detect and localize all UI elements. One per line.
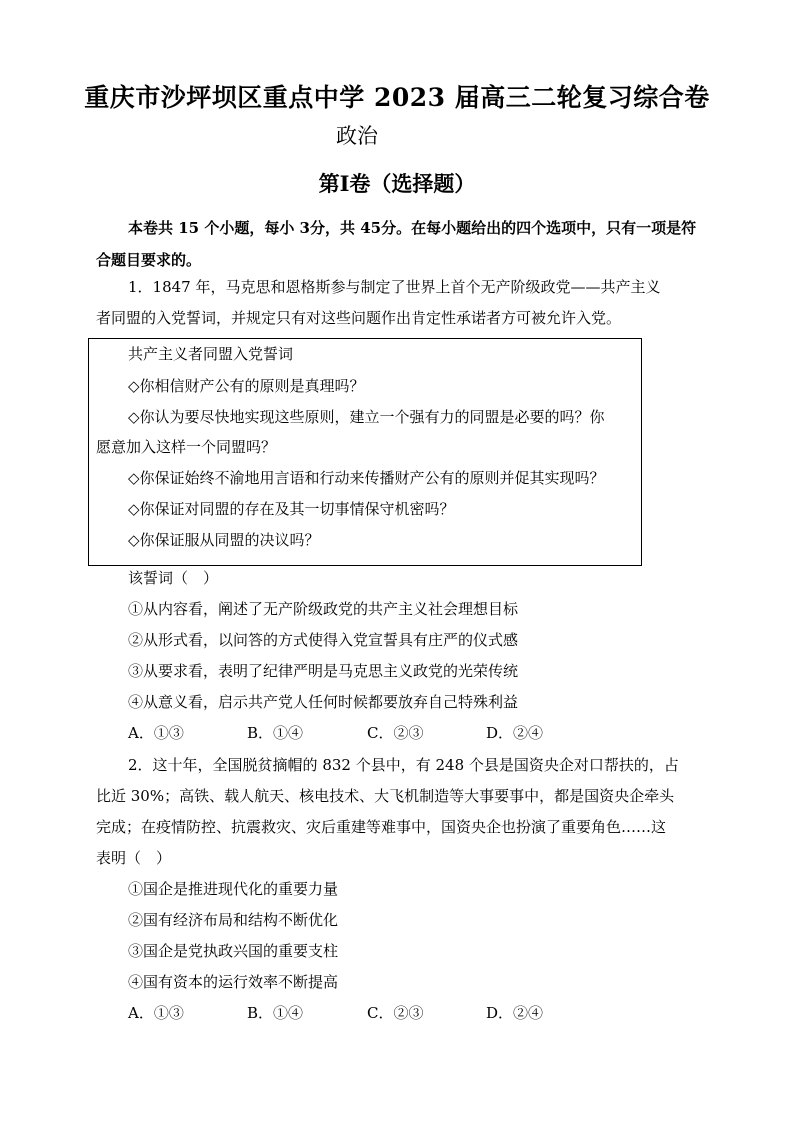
q1-item-2: ②从形式看，以问答的方式使得入党宣誓具有庄严的仪式感 bbox=[128, 631, 519, 649]
q1-stem-line-2: 者同盟的入党誓词，并规定只有对这些问题作出肯定性承诺者方可被允许入党。 bbox=[96, 309, 622, 327]
q1-option-c[interactable]: C．②③ bbox=[367, 724, 424, 742]
exam-title: 重庆市沙坪坝区重点中学 2023 届高三二轮复习综合卷 bbox=[84, 83, 710, 112]
subject-label: 政治 bbox=[336, 124, 378, 148]
q2-item-1: ①国企是推进现代化的重要力量 bbox=[128, 880, 339, 898]
q2-stem-line-3: 完成；在疫情防控、抗震救灾、灾后重建等难事中，国资央企也扮演了重要角色……这 bbox=[96, 818, 667, 836]
q2-item-3: ③国企是党执政兴国的重要支柱 bbox=[128, 942, 339, 960]
section-heading: 第Ⅰ卷（选择题） bbox=[318, 171, 476, 196]
q1-item-3: ③从要求看，表明了纪律严明是马克思主义政党的光荣传统 bbox=[128, 662, 519, 680]
q2-stem-line-2: 比近 30%；高铁、载人航天、核电技术、大飞机制造等大事要事中，都是国资央企牵头 bbox=[96, 787, 675, 805]
q1-item-4: ④从意义看，启示共产党人任何时候都要放弃自己特殊利益 bbox=[128, 693, 519, 711]
instructions-line-1: 本卷共 15 个小题，每小 3分，共 45分。在每小题给出的四个选项中，只有一项是符 bbox=[128, 219, 697, 237]
q1-stem-line-1: 1．1847 年，马克思和恩格斯参与制定了世界上首个无产阶级政党——共产主义 bbox=[128, 278, 661, 296]
q2-stem-line-4: 表明（ ） bbox=[96, 849, 172, 867]
q2-stem-line-1: 2．这十年，全国脱贫摘帽的 832 个县中，有 248 个县是国资央企对口帮扶的，占 bbox=[128, 756, 679, 774]
oath-line-1: ◇你相信财产公有的原则是真理吗？ bbox=[128, 377, 365, 395]
q1-option-a[interactable]: A．①③ bbox=[128, 724, 184, 742]
q1-option-b[interactable]: B．①④ bbox=[247, 724, 304, 742]
q2-option-b[interactable]: B．①④ bbox=[247, 1004, 304, 1022]
q2-option-c[interactable]: C．②③ bbox=[367, 1004, 424, 1022]
oath-line-3: ◇你保证始终不渝地用言语和行动来传播财产公有的原则并促其实现吗？ bbox=[128, 469, 605, 487]
oath-line-4: ◇你保证对同盟的存在及其一切事情保守机密吗？ bbox=[128, 500, 455, 518]
instructions-line-2: 合题目要求的。 bbox=[96, 251, 202, 269]
q2-item-4: ④国有资本的运行效率不断提高 bbox=[128, 973, 339, 991]
q2-option-d[interactable]: D．②④ bbox=[486, 1004, 544, 1022]
q1-option-d[interactable]: D．②④ bbox=[486, 724, 544, 742]
q2-item-2: ②国有经济布局和结构不断优化 bbox=[128, 911, 339, 929]
oath-title: 共产主义者同盟入党誓词 bbox=[128, 345, 294, 363]
q1-prompt: 该誓词（ ） bbox=[128, 569, 219, 587]
oath-line-2a: ◇你认为要尽快地实现这些原则，建立一个强有力的同盟是必要的吗？你 bbox=[128, 408, 605, 426]
oath-line-2b: 愿意加入这样一个同盟吗？ bbox=[96, 438, 277, 456]
q2-option-a[interactable]: A．①③ bbox=[128, 1004, 184, 1022]
q1-item-1: ①从内容看，阐述了无产阶级政党的共产主义社会理想目标 bbox=[128, 600, 519, 618]
oath-line-5: ◇你保证服从同盟的决议吗？ bbox=[128, 531, 320, 549]
